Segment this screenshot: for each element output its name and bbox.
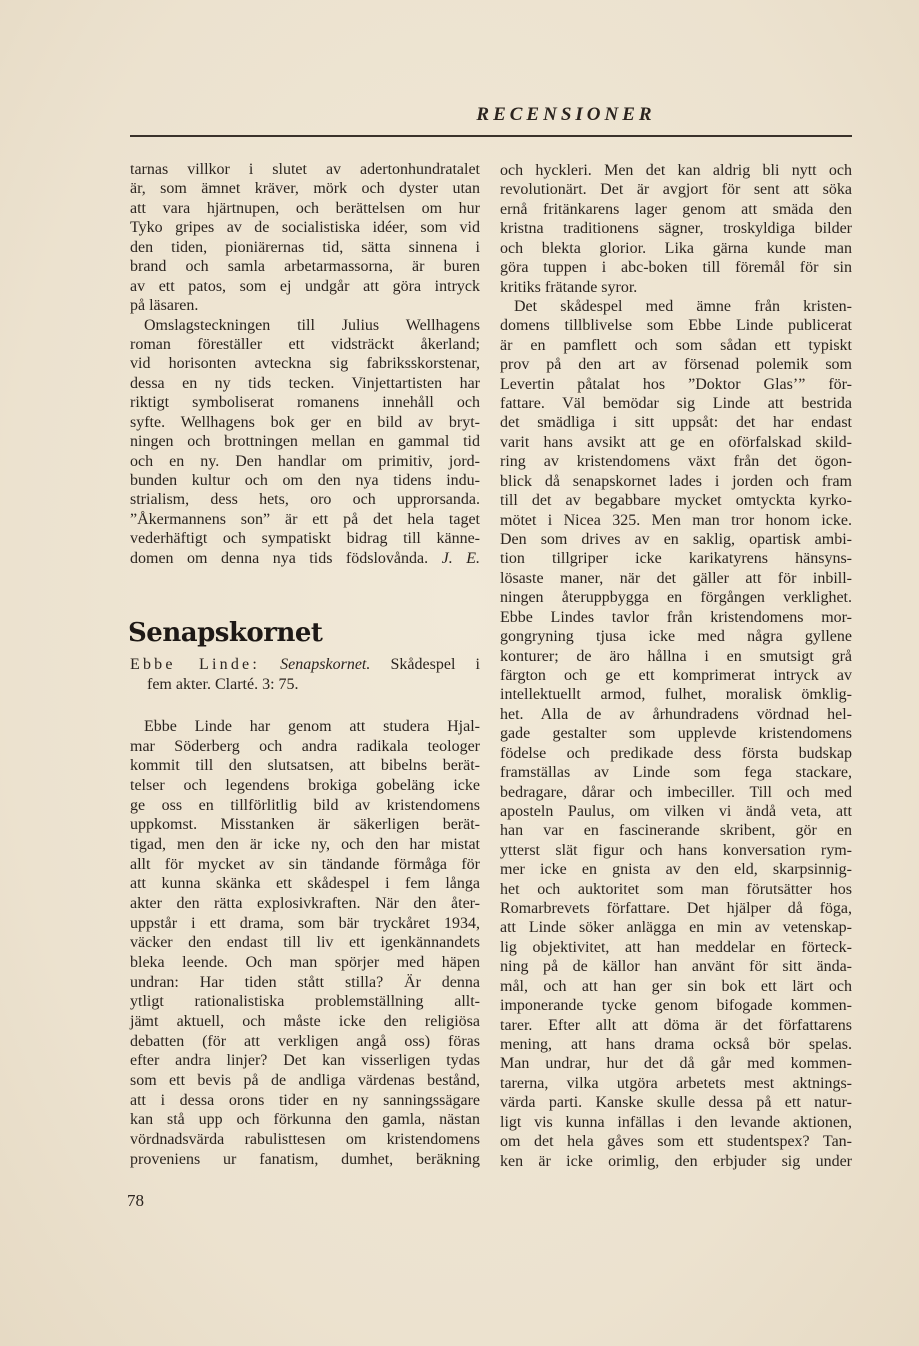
text-line — [500, 1074, 852, 1093]
line-text: ring av kristendomens växt från det ögon- — [500, 453, 852, 471]
text-line — [500, 1152, 852, 1171]
line-text: gade gestalter som upplevde kristendomens — [500, 725, 852, 743]
text-line — [130, 179, 480, 198]
text-line — [130, 737, 480, 757]
text-line — [500, 860, 852, 879]
text-line — [130, 1130, 480, 1150]
text-line — [130, 529, 480, 548]
line-text: fattare. Väl bemödar sig Linde att bestrida — [500, 395, 852, 413]
line-text: uppkomst. Misstanken är säkerligen berät- — [130, 816, 480, 834]
text-line — [500, 219, 852, 238]
line-text: tarerna, vilka utgöra arbetets mest aktnings- — [500, 1074, 852, 1092]
text-line — [130, 160, 480, 179]
line-text: het. Alla de av århundradens vördnad hel- — [500, 705, 852, 723]
text-line — [500, 316, 852, 335]
line-text: het och auktoritet som man förutsätter hos — [500, 880, 852, 898]
line-text: konturer; de äro hållna i en smutsigt grå — [500, 647, 852, 665]
right-column-review-body — [500, 161, 852, 1171]
text-line — [500, 724, 852, 743]
line-text: är, som ämnet kräver, mörk och dyster utan — [130, 180, 480, 198]
text-line — [130, 1150, 480, 1170]
line-text: varit hans avsikt att ge en oförfalskad skild- — [500, 433, 852, 451]
line-text: bunden kultur och om den nya tidens indu- — [130, 472, 480, 489]
line-text: framställas av Linde som fega stackare, — [500, 764, 852, 782]
line-text: bedragare, dårar och imbeciller. Till och med — [500, 783, 852, 801]
line-text: Ebbe Linde har genom att studera Hjal- — [144, 718, 480, 735]
line-text: vid horisonten avteckna sig fabriksskorstenar, — [130, 355, 480, 373]
text-line — [500, 763, 852, 782]
text-line — [500, 821, 852, 840]
text-line — [500, 200, 852, 219]
line-text: att i dessa orons tider en ny sanningssägare — [130, 1091, 480, 1109]
line-text: telser och legendens brokiga gobeläng icke — [130, 777, 480, 795]
text-line — [500, 394, 852, 413]
text-line — [500, 511, 852, 530]
line-text: Romarbrevets författare. Det hjälper då föga, — [500, 900, 852, 918]
text-line — [130, 992, 480, 1012]
line-text: tarer. Efter allt att döma är det författarens — [500, 1016, 852, 1034]
citation-title: Senapskornet. — [280, 656, 371, 673]
line-text: lig objektivitet, att han meddelar en förteck- — [500, 938, 852, 956]
line-text: tigad, men den är icke ny, och den har mistat — [130, 836, 480, 854]
citation-line-1 — [130, 655, 480, 675]
line-text: kritiks frätande syror. — [500, 278, 638, 296]
line-text: undran: Har tiden stått stilla? Är denna — [130, 973, 480, 991]
citation-line-2: fem akter. Clarté. 3: 75. — [147, 675, 299, 693]
line-text: riktigt symboliserat romanens innehåll och — [130, 394, 480, 412]
text-line — [130, 452, 480, 471]
text-line — [500, 239, 852, 258]
line-text: han var en fascinerande skribent, gör en — [500, 822, 852, 840]
line-text: uppstår i ett drama, som bär tryckåret 1934, — [130, 914, 480, 932]
line-text: och hyckleri. Men det kan aldrig bli nytt och — [500, 162, 852, 179]
line-text: ningen och brottningen mellan en gammal tid — [130, 433, 480, 451]
text-line — [500, 433, 852, 452]
line-text: Den som drives av en saklig, opartisk ambi- — [500, 531, 852, 549]
line-text: göra tuppen i abc-boken till föremål för sin — [500, 259, 852, 277]
text-line — [500, 161, 852, 180]
text-line — [500, 1093, 852, 1112]
line-text: mening, att hans drama också bör spelas. — [500, 1035, 852, 1053]
line-text: revolutionärt. Det är avgjort för sent att söka — [500, 181, 852, 199]
line-text: allt för mycket av sin tändande förmåga för — [130, 855, 480, 873]
line-text: Man undrar, hur det då går med kommen- — [500, 1055, 852, 1073]
line-text: väcker den endast till liv ett igenkännandets — [130, 934, 480, 952]
text-line — [130, 257, 480, 276]
line-text: om det hela gåves som ett studentspex? Tan- — [500, 1133, 852, 1151]
text-line — [130, 335, 480, 354]
text-line — [500, 880, 852, 899]
text-line — [130, 218, 480, 237]
text-line — [130, 413, 480, 432]
citation-author: Ebbe Linde: — [130, 656, 260, 673]
header-rule — [130, 135, 852, 137]
text-line — [500, 802, 852, 821]
text-line — [500, 413, 852, 432]
text-line — [500, 608, 852, 627]
text-line — [130, 1110, 480, 1130]
text-line — [500, 996, 852, 1015]
text-line — [500, 783, 852, 802]
text-line — [130, 835, 480, 855]
line-text: efter andra linjer? Det kan visserligen tydas — [130, 1052, 480, 1070]
line-text: som ett bevis på de andliga värdenas bestånd, — [130, 1072, 480, 1090]
line-text: vederhäftigt och sympatiskt bidrag till känne- — [130, 530, 480, 548]
text-line — [500, 355, 852, 374]
line-text: lösaste maner, när det gäller att för inbill- — [500, 569, 852, 587]
text-line — [500, 744, 852, 763]
line-text: strialism, dess hets, oro och upprorsanda. — [130, 491, 480, 509]
line-text: att kunna skänka ett skådespel i fem långa — [130, 875, 480, 893]
text-line — [130, 933, 480, 953]
line-text: mötet i Nicea 325. Men man tror honom icke. — [500, 511, 852, 529]
text-line — [500, 918, 852, 937]
line-text: ytligt rationalistiska problemställning allt- — [130, 993, 480, 1011]
line-text: vördnadsvärda rabulisttesen om kristendomens — [130, 1131, 480, 1149]
text-line — [500, 977, 852, 996]
line-text: ken är icke orimlig, den erbjuder sig under — [500, 1152, 852, 1170]
text-line — [500, 1132, 852, 1151]
text-line — [500, 569, 852, 588]
text-line — [500, 297, 852, 316]
line-text: ytterst slät figur och hans konversation rym- — [500, 841, 852, 859]
line-text: är en pamflett och som sådan ett typiskt — [500, 336, 852, 354]
reviewer-signature: J. E. — [441, 549, 480, 567]
text-line — [500, 1016, 852, 1035]
line-text: gongryning tjusa icke med några gyllene — [500, 628, 852, 646]
line-text: Ebbe Lindes tavlor från kristendomens mor- — [500, 608, 852, 626]
line-text: brand och samla arbetarmassorna, är buren — [130, 258, 480, 276]
text-line — [500, 549, 852, 568]
line-text: ge oss en tillförlitlig bild av kristendomens — [130, 796, 480, 814]
text-line — [500, 957, 852, 976]
text-line — [130, 490, 480, 509]
text-line — [500, 1113, 852, 1132]
text-line — [130, 471, 480, 490]
line-text: tion tillgriper icke karikatyrens hänsyns- — [500, 550, 852, 568]
text-line — [130, 855, 480, 875]
text-line — [130, 316, 480, 335]
text-line — [500, 627, 852, 646]
text-line — [130, 393, 480, 412]
text-line — [130, 1091, 480, 1111]
text-line — [500, 1035, 852, 1054]
line-text: intellektuellt armod, fulhet, moralisk ömklig- — [500, 686, 852, 704]
line-text: ”Åkermannens son” är ett på det hela taget — [130, 510, 480, 528]
text-line — [130, 199, 480, 218]
line-text: Tyko gripes av de socialistiska idéer, som vid — [130, 219, 480, 237]
line-text: ernå fritänkarens lager genom att smäda den — [500, 200, 852, 218]
text-line — [500, 375, 852, 394]
text-line — [130, 894, 480, 914]
text-line — [500, 472, 852, 491]
line-text: mar Söderberg och andra radikala teologer — [130, 737, 480, 755]
text-line — [500, 705, 852, 724]
text-line — [130, 354, 480, 373]
text-line — [130, 914, 480, 934]
line-text: roman föreställer ett vidsträckt åkerland; — [130, 335, 480, 353]
line-text: att Linde söker anlägga en min av vetenskap- — [500, 919, 852, 937]
left-column-review-body — [130, 717, 480, 1169]
line-text: tarnas villkor i slutet av adertonhundratalet — [130, 161, 480, 178]
line-text: kommit till den slutsatsen, att bibelns berät- — [130, 757, 480, 775]
text-line — [130, 277, 480, 296]
line-text: blick då senapskornet lades i jorden och fram — [500, 472, 852, 490]
text-line — [500, 647, 852, 666]
review-title: Senapskornet — [128, 618, 323, 648]
line-text: mer icke en gnista av den eld, skarpsinnig- — [500, 861, 852, 879]
line-text: imponerande tycke genom bifogade kommen- — [500, 997, 852, 1015]
text-line — [500, 899, 852, 918]
text-line — [130, 1051, 480, 1071]
line-text: Det skådespel med ämne från kristen- — [514, 297, 852, 315]
text-line — [130, 717, 480, 737]
line-text: prov på den art av försenad polemik som — [500, 356, 852, 374]
text-line — [500, 258, 852, 277]
line-text: av ett patos, som ej undgår att göra intryck — [130, 277, 480, 295]
line-text: Omslagsteckningen till Julius Wellhagens — [144, 316, 480, 334]
running-header: RECENSIONER — [476, 104, 656, 125]
text-line — [130, 776, 480, 796]
left-column-continued-review — [130, 160, 480, 568]
line-text: och en ny. Den handlar om primitiv, jord- — [130, 452, 480, 470]
text-line — [500, 938, 852, 957]
line-text: och blekta glorior. Lika gärna kunde man — [500, 239, 852, 257]
line-text: mål, och att han ger sin bok ett lärt och — [500, 977, 852, 995]
text-line — [130, 1071, 480, 1091]
text-line — [130, 1012, 480, 1032]
line-text: domen om denna nya tids födslovånda. — [130, 549, 429, 567]
text-line — [500, 278, 852, 297]
line-text: ningen återuppbygga en förgången verklighet. — [500, 589, 852, 607]
line-text: Levertin påtalat hos ”Doktor Glas’” för- — [500, 375, 852, 393]
line-text: födelse och predikade dess första budskap — [500, 744, 852, 762]
text-line — [500, 588, 852, 607]
line-text: akter den rätta explosivkraften. När den åter- — [130, 895, 480, 913]
text-line — [130, 296, 480, 315]
line-text: syfte. Wellhagens bok ger en bild av bryt- — [130, 413, 480, 431]
line-text: domens tillblivelse som Ebbe Linde publicerat — [500, 317, 852, 335]
line-text: värda parti. Kanske skulle dessa på ett natur- — [500, 1094, 852, 1112]
text-line — [500, 685, 852, 704]
text-line — [130, 973, 480, 993]
line-text: att vara hjärtnupen, och berättelsen om hur — [130, 199, 480, 217]
line-text: jämt aktuell, och måste icke den religiösa — [130, 1013, 480, 1031]
text-line — [500, 530, 852, 549]
line-text: det smädliga i sitt uppsåt: det har endast — [500, 414, 852, 432]
text-line — [500, 491, 852, 510]
text-line — [130, 374, 480, 393]
line-text: till det av begabbare mycket omtyckta kyrko- — [500, 492, 852, 510]
line-text: den tiden, pioniärernas tid, sätta sinnena i — [130, 238, 480, 256]
text-line — [130, 432, 480, 451]
text-line — [130, 756, 480, 776]
text-line — [500, 666, 852, 685]
citation-rest: Skådespel i — [390, 656, 480, 673]
text-line — [500, 336, 852, 355]
text-line — [130, 815, 480, 835]
citation — [130, 655, 480, 694]
text-line — [130, 238, 480, 257]
text-line — [130, 510, 480, 529]
page-number: 78 — [127, 1191, 144, 1210]
text-line — [500, 1054, 852, 1073]
line-text: debatten (för att verkligen angå oss) föras — [130, 1032, 480, 1050]
line-text: aposteln Paulus, om vilken vi ändå veta, att — [500, 802, 852, 820]
line-text: ligt vis kunna infällas i den levande aktionen, — [500, 1113, 852, 1131]
text-line — [130, 953, 480, 973]
text-line — [500, 452, 852, 471]
text-line — [500, 841, 852, 860]
line-text: färgton och ge ett komprimerat intryck av — [500, 666, 852, 684]
line-text: dessa en ny tids tecken. Vinjettartisten har — [130, 374, 480, 392]
text-line — [130, 874, 480, 894]
line-text: kan stå upp och förkunna den gamla, nästan — [130, 1111, 480, 1129]
text-line — [130, 796, 480, 816]
text-line — [130, 549, 480, 568]
line-text: kristna traditionens sägner, troskyldiga bilder — [500, 220, 852, 238]
text-line — [500, 180, 852, 199]
line-text: proveniens ur fanatism, dumhet, beräkning — [130, 1150, 480, 1168]
line-text: bleka leende. Och man spörjer med häpen — [130, 954, 480, 972]
line-text: på läsaren. — [130, 297, 199, 315]
line-text: ning på de källor han använt för sitt ända- — [500, 958, 852, 976]
text-line — [130, 1032, 480, 1052]
